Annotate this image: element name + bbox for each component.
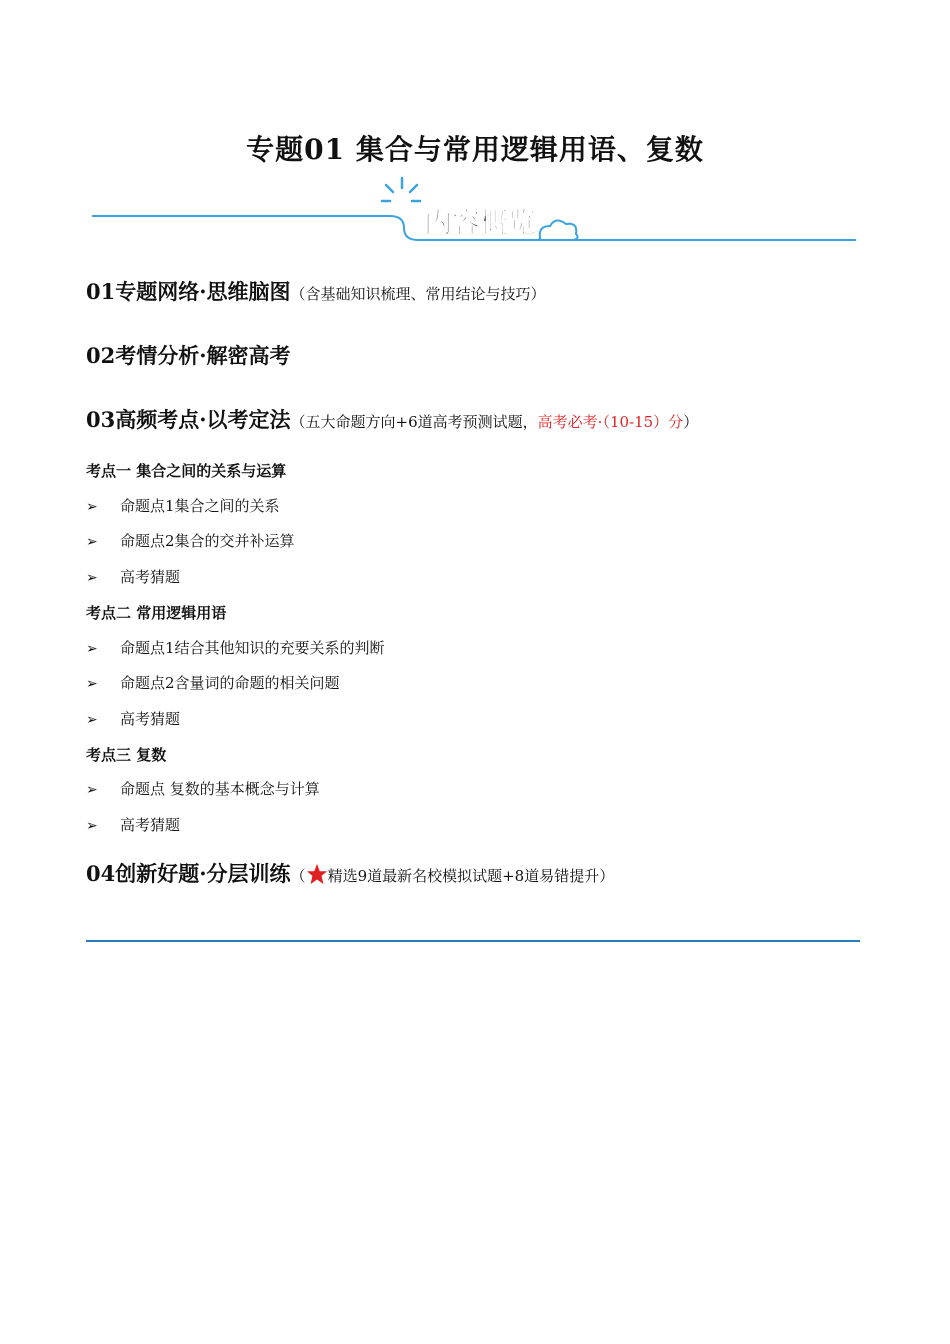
- section-01: [86, 276, 546, 306]
- section-note: （含基础知识梳理、常用结论与技巧）: [290, 285, 546, 303]
- section-heading: 01专题网络·思维脑图: [86, 279, 291, 304]
- banner-label: 内容概览: [424, 206, 537, 239]
- list-item: [86, 495, 280, 516]
- list-item: [86, 778, 320, 799]
- page-title: 专题01 集合与常用逻辑用语、复数: [246, 133, 704, 166]
- section-03: [86, 404, 698, 434]
- arrow-icon: ➢: [86, 499, 98, 515]
- section-note: 精选9道最新名校模拟试题+8道易错提升）: [327, 867, 615, 885]
- section-note: （五大命题方向+6道高考预测试题，: [290, 413, 538, 431]
- sparkle-icon: [382, 178, 420, 201]
- section-note-end: ）: [683, 413, 699, 431]
- list-item-label: 命题点2集合的交并补运算: [120, 532, 295, 550]
- overview-banner: [0, 176, 950, 248]
- list-item-label: 高考猜题: [120, 710, 181, 728]
- cloud-icon: [540, 220, 578, 240]
- arrow-icon: ➢: [86, 676, 98, 692]
- section-heading: 03高频考点·以考定法: [86, 407, 291, 432]
- kaodian-3-label: 考点三 复数: [86, 746, 167, 764]
- list-item: [86, 708, 180, 729]
- list-item-label: 命题点2含量词的命题的相关问题: [120, 674, 340, 692]
- star-icon: [306, 863, 328, 885]
- section-heading: 02考情分析·解密高考: [86, 343, 291, 368]
- section-02: [86, 340, 291, 370]
- arrow-icon: ➢: [86, 534, 98, 550]
- section-note-highlight: 高考必考·（10-15）分: [537, 413, 684, 431]
- arrow-icon: ➢: [86, 818, 98, 834]
- arrow-icon: ➢: [86, 570, 98, 586]
- list-item: [86, 530, 295, 551]
- list-item: [86, 814, 180, 835]
- arrow-icon: ➢: [86, 712, 98, 728]
- list-item-label: 高考猜题: [120, 816, 181, 834]
- list-item-label: 命题点1结合其他知识的充要关系的判断: [120, 639, 385, 657]
- section-heading: 04创新好题·分层训练: [86, 861, 291, 886]
- section-note-open: （: [290, 867, 306, 885]
- list-item-label: 高考猜题: [120, 568, 181, 586]
- section-04: [86, 858, 614, 888]
- list-item-label: 命题点 复数的基本概念与计算: [120, 780, 320, 798]
- list-item: [86, 672, 340, 693]
- arrow-icon: ➢: [86, 641, 98, 657]
- bottom-divider: [86, 940, 860, 942]
- kaodian-1-label: 考点一 集合之间的关系与运算: [86, 462, 287, 480]
- list-item: [86, 566, 180, 587]
- arrow-icon: ➢: [86, 782, 98, 798]
- list-item: [86, 637, 385, 658]
- list-item-label: 命题点1集合之间的关系: [120, 497, 280, 515]
- kaodian-2-label: 考点二 常用逻辑用语: [86, 604, 227, 622]
